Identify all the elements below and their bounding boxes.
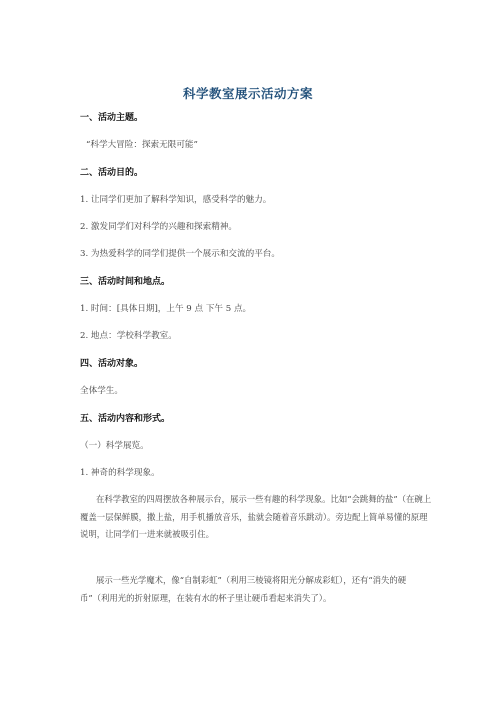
purpose-item-2: 2. 激发同学们对科学的兴趣和探索精神。 (80, 222, 238, 232)
section-heading-purpose: 二、活动目的。 (80, 168, 144, 178)
section-heading-content: 五、活动内容和形式。 (80, 414, 171, 424)
document-title: 科学教室展示活动方案 (182, 86, 313, 101)
purpose-item-3: 3. 为热爱科学的同学们提供一个展示和交流的平台。 (80, 249, 280, 259)
time-item: 1. 时间：[具体日期]，上午 9 点 下午 5 点。 (80, 304, 252, 314)
paragraph-phenomena: 在科学教室的四周摆放各种展示台，展示一些有趣的科学现象。比如“会跳舞的盐”（在碗上覆盖一层保鲜膜，撒上盐，用手机播放音乐，盐就会随着音乐跳动）。旁边配上简单易懂的原理说明，让同学们一进来就被吸引住。 (80, 494, 432, 539)
audience-text: 全体学生。 (80, 386, 123, 396)
paragraph-optics: 展示一些光学魔术，像“自制彩虹”（利用三棱镜将阳光分解成彩虹），还有“消失的硬币”（利用光的折射原理，在装有水的杯子里让硬币看起来消失了）。 (80, 575, 407, 603)
theme-text: “科学大冒险：探索无限可能” (86, 140, 198, 150)
place-item: 2. 地点：学校科学教室。 (80, 331, 177, 341)
section-heading-audience: 四、活动对象。 (80, 359, 144, 369)
subsection-exhibition: （一）科学展览。 (80, 441, 149, 451)
section-heading-time-place: 三、活动时间和地点。 (80, 277, 171, 287)
section-heading-theme: 一、活动主题。 (80, 113, 144, 123)
exhibition-item-1: 1. 神奇的科学现象。 (80, 468, 160, 478)
purpose-item-1: 1. 让同学们更加了解科学知识，感受科学的魅力。 (80, 195, 272, 205)
